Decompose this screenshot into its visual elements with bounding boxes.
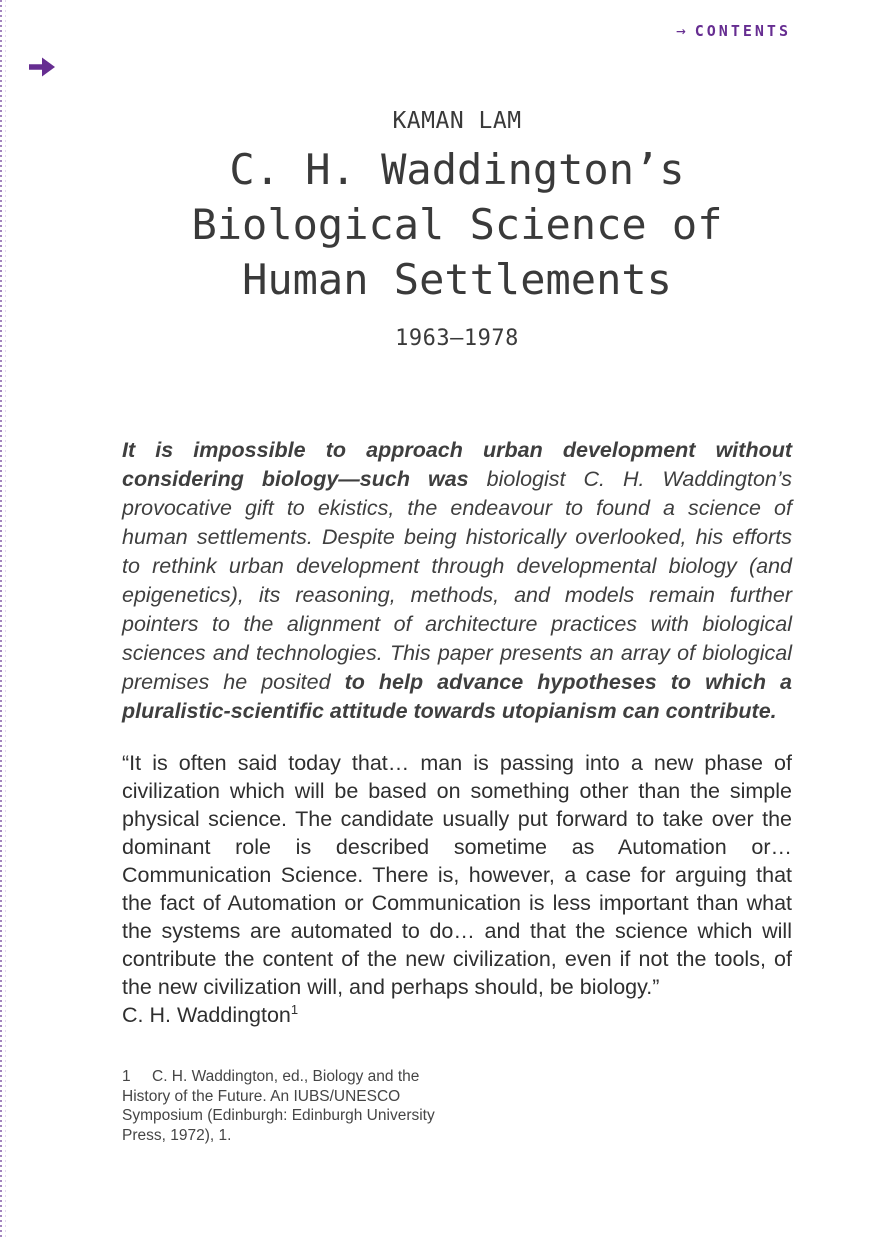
page-nav-arrow-icon[interactable] [28, 54, 58, 80]
abstract-paragraph [122, 436, 792, 726]
title-line-3: Human Settlements [242, 255, 672, 304]
date-range: 1963–1978 [395, 326, 519, 351]
quote-attribution [122, 1001, 792, 1029]
arrow-right-icon: → [676, 21, 686, 40]
contents-link-label: CONTENTS [694, 22, 791, 40]
author-name: KAMAN LAM [392, 108, 522, 134]
quote-paragraph: “It is often said today that… man is passing into a new phase of civilization which will be based on something other than the simple physical science. The candidate usually put forward to take over the dominant role is described sometime as Automation or… Communication Science. There is, however, a case for arguing that the fact of Automation or Communication is less important than what the systems are automated to do… and that the science which will contribute the content of the new civilization, even if not the tools, of the new civilization will, and perhaps should, be biology.” [122, 751, 792, 999]
footnote-number: 1 [122, 1068, 131, 1085]
abstract-lead-bold: It is impossible to approach urban development without considering biology—such was [122, 437, 792, 491]
left-dotted-border-inner [5, 0, 6, 1240]
quote-block [122, 749, 792, 1029]
article-title [92, 142, 822, 307]
title-line-1: C. H. Waddington’s [229, 145, 685, 194]
left-dotted-border [0, 0, 2, 1240]
footnote [122, 1067, 457, 1145]
title-line-2: Biological Science of [191, 200, 723, 249]
abstract-tail-bold: to help advance hypotheses to which a pluralistic-scientific attitude towards utopianism can contribute. [122, 669, 792, 723]
quote-attribution-name: C. H. Waddington [122, 1003, 291, 1027]
abstract-body: biologist C. H. Waddington’s provocative gift to ekistics, the endeavour to found a science of human settlements. Despite being historically overlooked, his efforts to rethink urban development through developmental biology (and epigenetics), its reasoning, methods, and models remain further pointers to the alignment of architecture practices with biological sciences and technologies. This paper presents an array of biological premises he posited [122, 466, 793, 694]
footnote-text: C. H. Waddington, ed., Biology and the History of the Future. An IUBS/UNESCO Symposium (Edinburgh: Edinburgh University Press, 1972), 1. [122, 1068, 435, 1144]
footnote-reference[interactable]: 1 [290, 1001, 299, 1017]
contents-link[interactable] [676, 21, 791, 41]
